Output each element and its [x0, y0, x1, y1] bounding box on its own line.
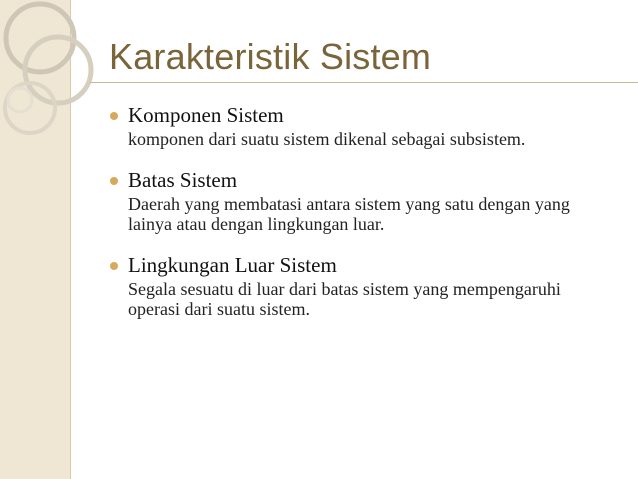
- list-item: [110, 102, 610, 149]
- list-item: [110, 252, 610, 319]
- list-item-head: [110, 252, 610, 278]
- page-title: Karakteristik Sistem: [109, 36, 432, 77]
- ring-ornament-icon: [0, 0, 120, 140]
- bullet-icon: [110, 112, 118, 120]
- list-item-head: [110, 102, 610, 128]
- list-item-title: Lingkungan Luar Sistem: [128, 253, 337, 277]
- bullet-icon: [110, 177, 118, 185]
- list-item-head: [110, 167, 610, 193]
- list-item-title: Batas Sistem: [128, 168, 238, 192]
- list-item-description: Segala sesuatu di luar dari batas sistem yang mempengaruhi operasi dari suatu sistem.: [128, 279, 561, 319]
- title-divider: [90, 82, 638, 83]
- list-item-description: Daerah yang membatasi antara sistem yang satu dengan yang lainya atau dengan lingkungan luar.: [128, 194, 570, 234]
- list-item: [110, 167, 610, 234]
- list-item-title: Komponen Sistem: [128, 103, 284, 127]
- list-item-description: komponen dari suatu sistem dikenal sebagai subsistem.: [128, 129, 526, 149]
- content-list: [110, 102, 610, 337]
- bullet-icon: [110, 262, 118, 270]
